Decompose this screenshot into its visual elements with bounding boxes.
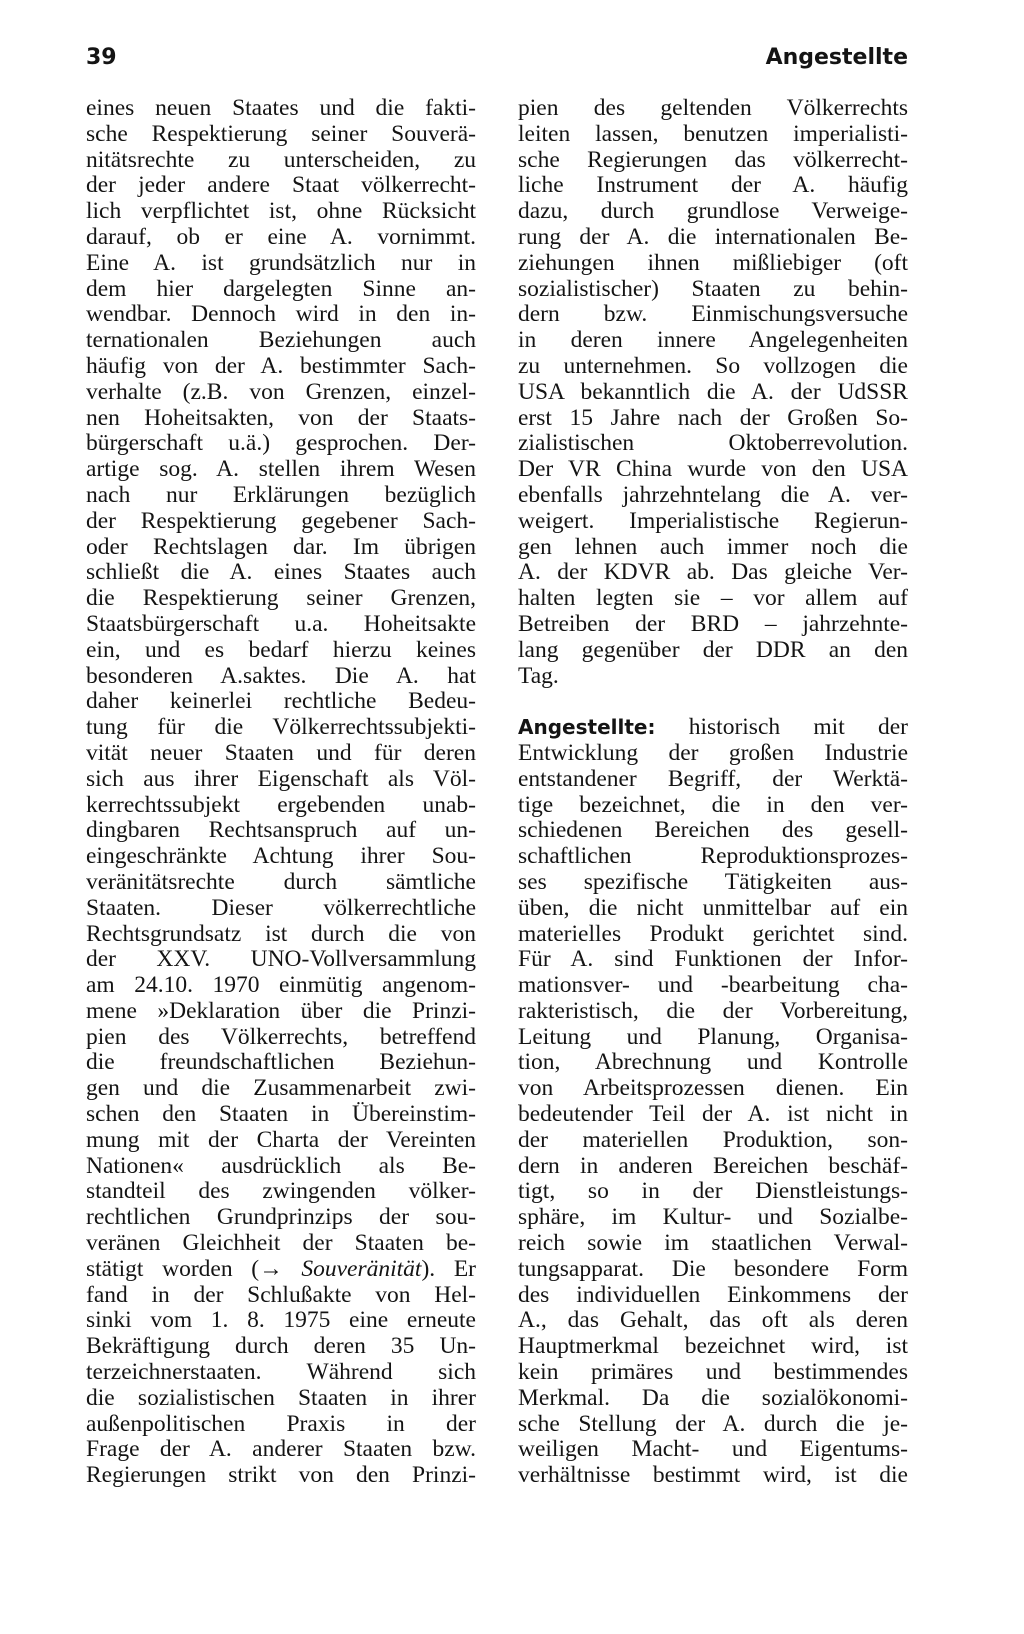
text-line: USA bekanntlich die A. der UdSSR <box>518 378 908 405</box>
text-line: dingbaren Rechtsanspruch auf un- <box>86 817 476 844</box>
xref-before: stätigt worden ( <box>86 1255 260 1282</box>
text-line: üben, die nicht unmittelbar auf ein <box>518 894 908 921</box>
text-line: rechtlichen Grundprinzips der sou- <box>86 1204 476 1231</box>
text-line: der jeder andere Staat völkerrecht- <box>86 172 476 199</box>
text-line: Nationen« ausdrücklich als Be- <box>86 1152 476 1179</box>
text-line: dazu, durch grundlose Verweige- <box>518 198 908 225</box>
text-line: eines neuen Staates und die fakti- <box>86 95 476 121</box>
text-line: wendbar. Dennoch wird in den in- <box>86 301 476 328</box>
text-line: standteil des zwingenden völker- <box>86 1178 476 1205</box>
text-line: dern bzw. Einmischungsversuche <box>518 301 908 328</box>
text-line: besonderen A.saktes. Die A. hat <box>86 662 476 689</box>
entry-first-line <box>518 715 908 741</box>
text-line: Eine A. ist grundsätzlich nur in <box>86 249 476 276</box>
text-line: terzeichnerstaaten. Während sich <box>86 1359 476 1386</box>
text-line: liche Instrument der A. häufig <box>518 172 908 199</box>
page-header <box>86 44 908 84</box>
text-line: häufig von der A. bestimmter Sach- <box>86 352 476 379</box>
paragraph-gap <box>518 689 908 715</box>
text-line: mung mit der Charta der Vereinten <box>86 1126 476 1153</box>
text-line: sche Regierungen das völkerrecht- <box>518 146 908 173</box>
text-line: erst 15 Jahre nach der Großen So- <box>518 404 908 431</box>
text-line: pien des geltenden Völkerrechts <box>518 95 908 121</box>
text-line: Leitung und Planung, Organisa- <box>518 1023 908 1050</box>
text-line: tige bezeichnet, die in den ver- <box>518 791 908 818</box>
entry-lemma: Angestellte: <box>518 715 656 740</box>
text-line: rakteristisch, die der Vorbereitung, <box>518 997 908 1024</box>
text-line: bürgerschaft u.ä.) gesprochen. Der- <box>86 430 476 457</box>
text-line: gen lehnen auch immer noch die <box>518 533 908 560</box>
right-column <box>518 96 908 1489</box>
text-line: verhältnisse bestimmt wird, ist die <box>518 1462 908 1489</box>
left-column <box>86 96 476 1489</box>
text-line: tung für die Völkerrechtssubjekti- <box>86 714 476 741</box>
text-line: vität neuer Staaten und für deren <box>86 739 476 766</box>
text-line: lich verpflichtet ist, ohne Rücksicht <box>86 198 476 225</box>
left-column-lines-after <box>86 1283 476 1489</box>
text-line: bedeutender Teil der A. ist nicht in <box>518 1101 908 1128</box>
text-line: lang gegenüber der DDR an den <box>518 636 908 663</box>
left-column-lines <box>86 96 476 1257</box>
text-line: sche Respektierung seiner Souverä- <box>86 120 476 147</box>
text-line: veränitätsrechte durch sämtliche <box>86 868 476 895</box>
text-line: außenpolitischen Praxis in der <box>86 1410 476 1437</box>
text-line: mene »Deklaration über die Prinzi- <box>86 997 476 1024</box>
text-line: Für A. sind Funktionen der Infor- <box>518 946 908 973</box>
text-line: Betreiben der BRD – jahrzehnte- <box>518 610 908 637</box>
text-line: zu unternehmen. So vollzogen die <box>518 352 908 379</box>
text-line: schen den Staaten in Übereinstim- <box>86 1101 476 1128</box>
text-line: A., das Gehalt, das oft als deren <box>518 1307 908 1334</box>
text-line: oder Rechtslagen dar. Im übrigen <box>86 533 476 560</box>
text-line: Staatsbürgerschaft u.a. Hoheitsakte <box>86 610 476 637</box>
text-line: sich aus ihrer Eigenschaft als Völ- <box>86 765 476 792</box>
text-line: leiten lassen, benutzen imperialisti- <box>518 120 908 147</box>
text-line: weiligen Macht- und Eigentums- <box>518 1436 908 1463</box>
text-line: ebenfalls jahrzehntelang die A. ver- <box>518 481 908 508</box>
text-line: Merkmal. Da die sozialökonomi- <box>518 1384 908 1411</box>
text-line: entstandener Begriff, der Werktä- <box>518 765 908 792</box>
text-line: tungsapparat. Die besondere Form <box>518 1255 908 1282</box>
text-line: Staaten. Dieser völkerrechtliche <box>86 894 476 921</box>
text-line: der XXV. UNO-Vollversammlung <box>86 946 476 973</box>
paragraph-continuation <box>518 96 908 689</box>
text-line: der Respektierung gegebener Sach- <box>86 507 476 534</box>
text-line: nitätsrechte zu unterscheiden, zu <box>86 146 476 173</box>
text-line: Entwicklung der großen Industrie <box>518 739 908 766</box>
text-line: kein primäres und bestimmendes <box>518 1359 908 1386</box>
text-line: halten legten sie – vor allem auf <box>518 585 908 612</box>
text-line: sinki vom 1. 8. 1975 eine erneute <box>86 1307 476 1334</box>
cross-reference-link[interactable]: Souveränität <box>301 1255 422 1282</box>
entry-body <box>518 741 908 1489</box>
text-line: rung der A. die internationalen Be- <box>518 223 908 250</box>
text-line: veränen Gleichheit der Staaten be- <box>86 1230 476 1257</box>
text-line: darauf, ob er eine A. vornimmt. <box>86 223 476 250</box>
text-line: ses spezifische Tätigkeiten aus- <box>518 868 908 895</box>
text-line: schiedenen Bereichen des gesell- <box>518 817 908 844</box>
text-line: materielles Produkt gerichtet sind. <box>518 920 908 947</box>
text-line: gen und die Zusammenarbeit zwi- <box>86 1075 476 1102</box>
text-line: ziehungen ihnen mißliebiger (oft <box>518 249 908 276</box>
text-line: in deren innere Angelegenheiten <box>518 327 908 354</box>
text-line: sphäre, im Kultur- und Sozialbe- <box>518 1204 908 1231</box>
text-line: Regierungen strikt von den Prinzi- <box>86 1462 476 1489</box>
text-line: dem hier dargelegten Sinne an- <box>86 275 476 302</box>
xref-after: ). Er <box>421 1255 477 1282</box>
text-line: die Respektierung seiner Grenzen, <box>86 585 476 612</box>
text-line: am 24.10. 1970 einmütig angenom- <box>86 972 476 999</box>
text-line: ein, und es bedarf hierzu keines <box>86 636 476 663</box>
text-line-xref <box>86 1257 476 1283</box>
text-line: die sozialistischen Staaten in ihrer <box>86 1384 476 1411</box>
text-line: kerrechtssubjekt ergebenden unab- <box>86 791 476 818</box>
text-line: pien des Völkerrechts, betreffend <box>86 1023 476 1050</box>
text-line: ternationalen Beziehungen auch <box>86 327 476 354</box>
text-line: tion, Abrechnung und Kontrolle <box>518 1049 908 1076</box>
page-number: 39 <box>86 45 117 70</box>
entry-first-line-text: historisch mit der <box>688 714 908 741</box>
text-line: sche Stellung der A. durch die je- <box>518 1410 908 1437</box>
arrow-icon: → <box>259 1255 283 1282</box>
text-line: Rechtsgrundsatz ist durch die von <box>86 920 476 947</box>
text-line: mationsver- und -bearbeitung cha- <box>518 972 908 999</box>
text-line: nach nur Erklärungen bezüglich <box>86 481 476 508</box>
text-line: Bekräftigung durch deren 35 Un- <box>86 1333 476 1360</box>
text-line: Hauptmerkmal bezeichnet wird, ist <box>518 1333 908 1360</box>
text-line: daher keinerlei rechtliche Bedeu- <box>86 688 476 715</box>
text-line: die freundschaftlichen Beziehun- <box>86 1049 476 1076</box>
text-line: Der VR China wurde von den USA <box>518 456 908 483</box>
text-line: der materiellen Produktion, son- <box>518 1126 908 1153</box>
text-line: schaftlichen Reproduktionsprozes- <box>518 843 908 870</box>
text-line: sozialistischer) Staaten zu behin- <box>518 275 908 302</box>
text-line: des individuellen Einkommens der <box>518 1281 908 1308</box>
text-line: nen Hoheitsakten, von der Staats- <box>86 404 476 431</box>
text-line: fand in der Schlußakte von Hel- <box>86 1281 476 1308</box>
text-line: tigt, so in der Dienstleistungs- <box>518 1178 908 1205</box>
text-line: weigert. Imperialistische Regierun- <box>518 507 908 534</box>
text-line: A. der KDVR ab. Das gleiche Ver- <box>518 559 908 586</box>
text-line: zialistischen Oktoberrevolution. <box>518 430 908 457</box>
running-head: Angestellte <box>765 45 908 70</box>
text-line: Tag. <box>518 662 559 689</box>
text-line: verhalte (z.B. von Grenzen, einzel- <box>86 378 476 405</box>
text-line: artige sog. A. stellen ihrem Wesen <box>86 456 476 483</box>
text-line: schließt die A. eines Staates auch <box>86 559 476 586</box>
text-line: eingeschränkte Achtung ihrer Sou- <box>86 843 476 870</box>
text-line: von Arbeitsprozessen dienen. Ein <box>518 1075 908 1102</box>
text-line: reich sowie im staatlichen Verwal- <box>518 1230 908 1257</box>
text-line: dern in anderen Bereichen beschäf- <box>518 1152 908 1179</box>
text-line: Frage der A. anderer Staaten bzw. <box>86 1436 476 1463</box>
